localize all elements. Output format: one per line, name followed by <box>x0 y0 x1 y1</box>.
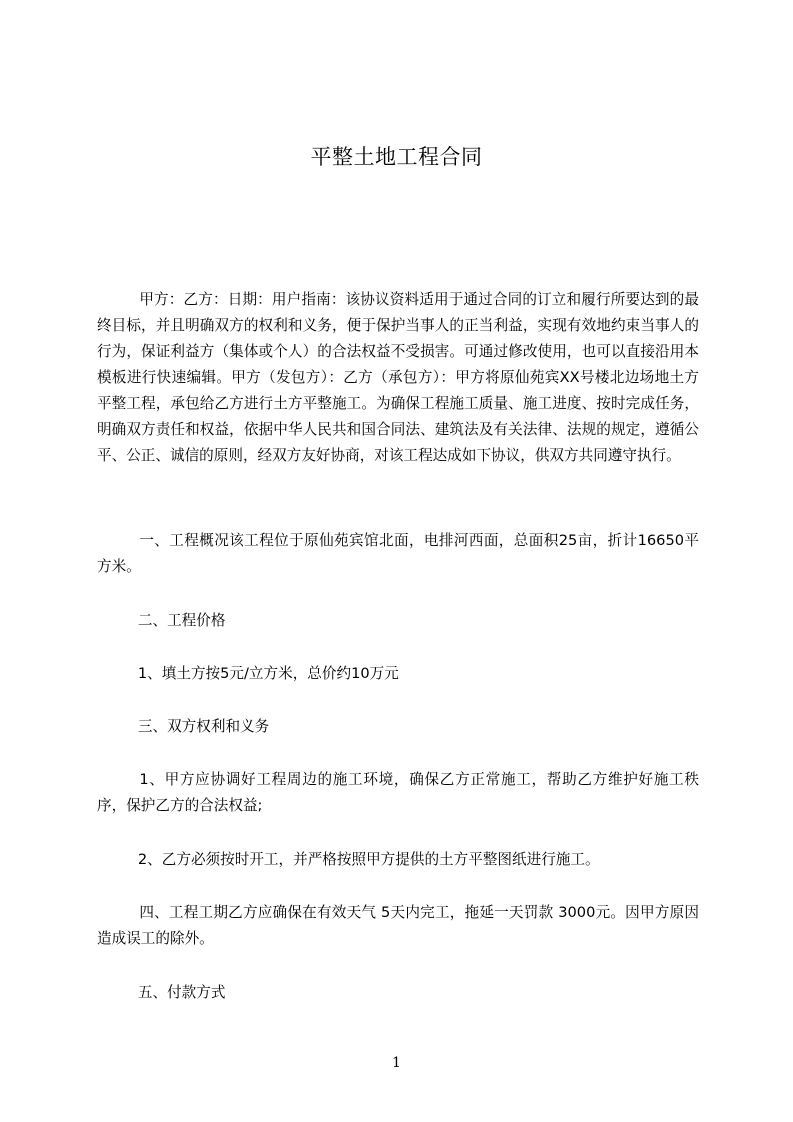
right-item-1-text: 1、甲方应协调好工程周边的施工环境，确保乙方正常施工，帮助乙方维护好施工秩序，保护乙方的合法权益; <box>97 771 699 814</box>
right-item-2-paragraph <box>97 847 699 873</box>
section-two-heading <box>97 608 699 634</box>
section-four-paragraph <box>97 900 699 952</box>
section-two-text: 二、工程价格 <box>137 612 226 629</box>
intro-text: 甲方：乙方：日期：用户指南：该协议资料适用于通过合同的订立和履行所要达到的最终目标，并且明确双方的权利和义务，便于保护当事人的正当利益，实现有效地约束当事人的行为，保证利益方（集体或个人）的合法权益不受损害。可通过修改使用，也可以直接沿用本模板进行快速编辑。甲方（发包方）：乙方（承包方）：甲方将原仙苑宾XX号楼北边场地土方平整工程，承包给乙方进行土方平整施工。为确保工程施工质量、施工进度、按时完成任务，明确双方责任和权益，依据中华人民共和国合同法、建筑法及有关法律、法规的规定，遵循公平、公正、诚信的原则，经双方友好协商，对该工程达成如下协议，供双方共同遵守执行。 <box>97 291 699 464</box>
section-one-text: 一、工程概况该工程位于原仙苑宾馆北面，电排河西面，总面积25亩，折计16650平方米。 <box>97 532 699 575</box>
section-five-text: 五、付款方式 <box>137 984 226 1001</box>
section-five-heading <box>97 980 699 1006</box>
document-title: 平整土地工程合同 <box>310 145 483 169</box>
price-item-text: 1、填土方按5元/立方米，总价约10万元 <box>137 665 399 682</box>
page-number: 1 <box>392 1055 401 1071</box>
section-three-heading <box>97 714 699 740</box>
intro-paragraph <box>97 287 699 469</box>
price-item-paragraph <box>97 661 699 687</box>
section-three-text: 三、双方权利和义务 <box>137 718 270 735</box>
right-item-2-text: 2、乙方必须按时开工，并严格按照甲方提供的土方平整图纸进行施工。 <box>137 851 600 868</box>
section-one-paragraph <box>97 528 699 580</box>
right-item-1-paragraph <box>97 767 699 819</box>
section-four-text: 四、工程工期乙方应确保在有效天气 5天内完工，拖延一天罚款 3000元。因甲方原因造成误工的除外。 <box>97 904 699 947</box>
